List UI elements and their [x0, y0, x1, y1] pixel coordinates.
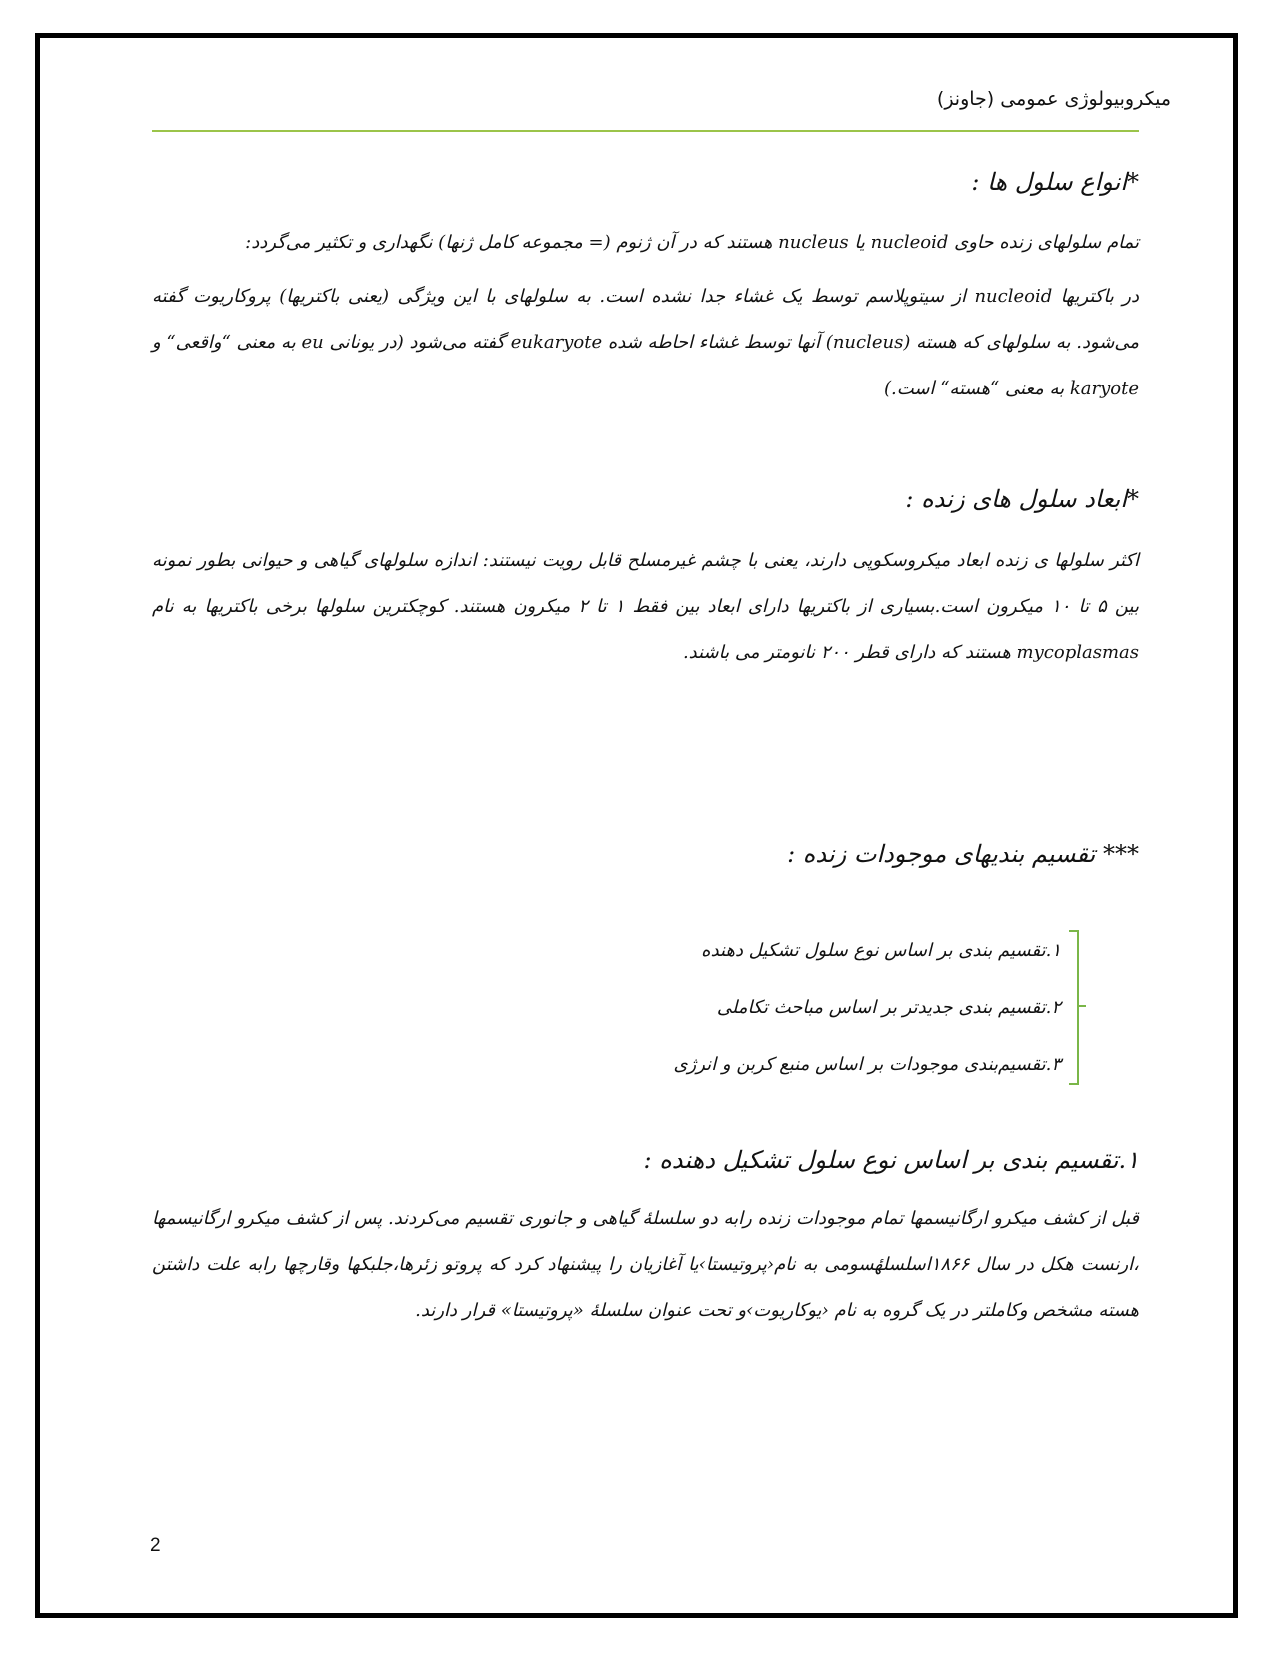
paragraph-dimensions — [152, 538, 1139, 676]
paragraph-text: در باکتریها nucleoid از سیتوپلاسم توسط یک غشاء جدا نشده است. به سلولهای با این ویژگی (یعنی باکتریها) پروکاریوت گفته می‌شود. به سلولهای که هسته (nucleus) آنها توسط غشاء احاطه شده eukaryote گفته می‌شود (در یونانی eu به معنی “واقعی“ و karyote به معنی “هسته“ است.) — [152, 286, 1140, 399]
section-cell-based-classification — [152, 1146, 1139, 1174]
section-heading: *** تقسیم بندیهای موجودات زنده : — [787, 840, 1139, 868]
paragraph-prokaryote-eukaryote — [152, 274, 1139, 412]
paragraph-history — [152, 1196, 1139, 1334]
section-heading: *ابعاد سلول های زنده : — [905, 485, 1139, 513]
section-heading: *انواع سلول ها : — [971, 168, 1139, 196]
section-heading: ۱.تقسیم بندی بر اساس نوع سلول تشکیل دهنده : — [643, 1146, 1139, 1174]
paragraph-text: تمام سلولهای زنده حاوی nucleoid یا nucleus هستند که در آن ژنوم (= مجموعه کامل ژنها) نگهداری و تکثیر می‌گردد: — [245, 232, 1139, 253]
list-item: ۲.تقسیم بندی جدیدتر بر اساس مباحث تکاملی — [716, 997, 1061, 1018]
page-border — [35, 33, 1238, 1618]
page-header-title: میکروبیولوژی عمومی (جاونز) — [936, 88, 1171, 110]
page-number: 2 — [150, 1535, 161, 1556]
list-bracket-tip — [1079, 1005, 1086, 1007]
paragraph-text: اکثر سلولها ی زنده ابعاد میکروسکوپی دارند، یعنی با چشم غیرمسلح قابل رویت نیستند: اندازه سلولهای گیاهی و حیوانی بطور نمونه بین ۵ تا ۱۰ میکرون است.بسیاری از باکتریها دارای ابعاد بین فقط ۱ تا ۲ میکرون هستند. کوچکترین سلولها برخی باکتریها به نام mycoplasmas هستند که دارای قطر ۲۰۰ نانومتر می باشند. — [152, 550, 1139, 663]
classification-list — [559, 922, 1079, 1093]
header-divider — [152, 130, 1139, 132]
list-item: ۱.تقسیم بندی بر اساس نوع سلول تشکیل دهنده — [701, 940, 1061, 961]
list-bracket — [1069, 930, 1079, 1085]
section-classifications — [152, 840, 1139, 868]
paragraph-genome — [152, 220, 1139, 266]
section-cell-dimensions — [152, 485, 1139, 513]
list-item: ۳.تقسیم‌بندی موجودات بر اساس منبع کربن و انرژی — [673, 1054, 1061, 1075]
paragraph-text: قبل از کشف میکرو ارگانیسمها تمام موجودات زنده رابه دو سلسلهٔ گیاهی و جانوری تقسیم می‌کردند. پس از کشف میکرو ارگانیسمها ،ارنست هکل در سال ۱۸۶۶اسلسلهٔسومی به نام‹پروتیستا›یا آغازیان را پیشنهاد کرد که پروتو زئرها،جلبکها وقارچها رابه علت داشتن هسته مشخص وکاملتر در یک گروه به نام ‹یوکاریوت›و تحت عنوان سلسلهٔ «پروتیستا» قرار دارند. — [152, 1208, 1139, 1321]
section-cell-types — [152, 168, 1139, 196]
